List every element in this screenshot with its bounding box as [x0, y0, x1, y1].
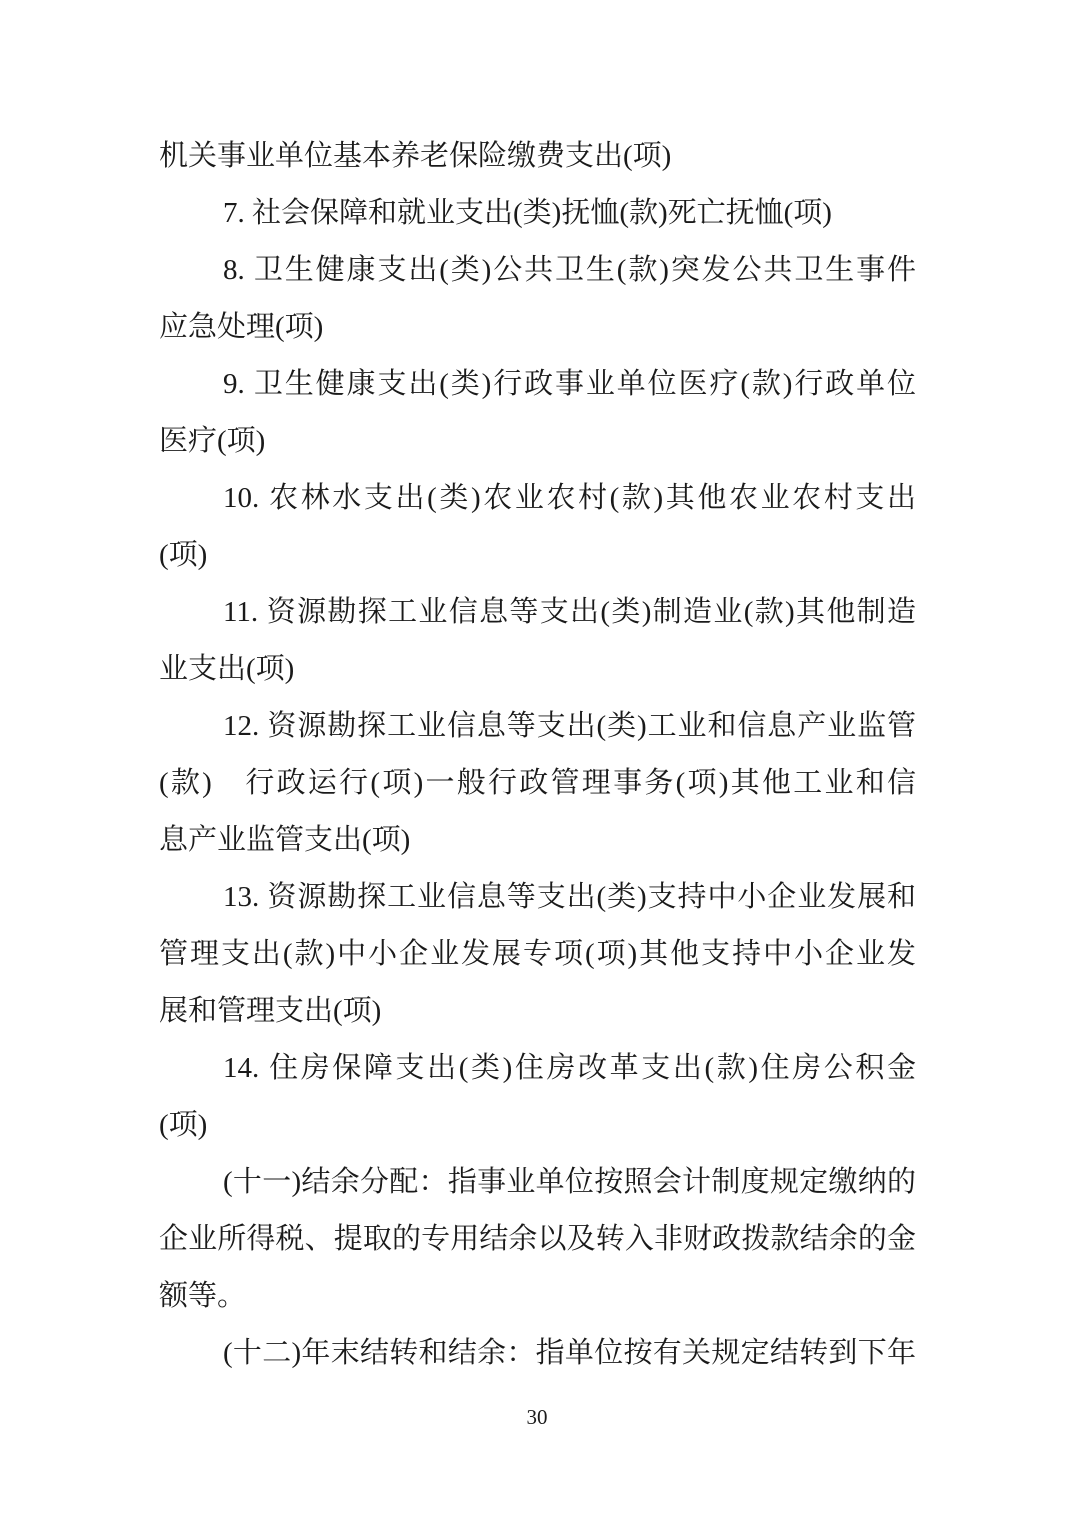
text-line: 展和管理支出(项) [159, 995, 382, 1027]
text-line: 机关事业单位基本养老保险缴费支出(项) [159, 140, 672, 172]
text-line: 12. 资源勘探工业信息等支出(类)工业和信息产业监管 [223, 710, 916, 742]
text-line: 8. 卫生健康支出(类)公共卫生(款)突发公共卫生事件 [223, 254, 916, 286]
text-line: 企业所得税、提取的专用结余以及转入非财政拨款结余的金 [159, 1223, 916, 1255]
text-line: 14. 住房保障支出(类)住房改革支出(款)住房公积金 [223, 1052, 916, 1084]
text-line: (十二)年末结转和结余：指单位按有关规定结转到下年 [223, 1337, 916, 1369]
text-line: 11. 资源勘探工业信息等支出(类)制造业(款)其他制造 [223, 596, 916, 628]
document-body [159, 128, 916, 1382]
text-line: 管理支出(款)中小企业发展专项(项)其他支持中小企业发 [159, 938, 916, 970]
text-line: (十一)结余分配：指事业单位按照会计制度规定缴纳的 [223, 1166, 916, 1198]
text-line: 7. 社会保障和就业支出(类)抚恤(款)死亡抚恤(项) [223, 197, 832, 229]
text-line: 10. 农林水支出(类)农业农村(款)其他农业农村支出 [223, 482, 916, 514]
page-number: 30 [526, 1405, 548, 1429]
text-line: 13. 资源勘探工业信息等支出(类)支持中小企业发展和 [223, 881, 916, 913]
text-line: (款) 行政运行(项)一般行政管理事务(项)其他工业和信 [159, 767, 916, 799]
text-line: 业支出(项) [159, 653, 295, 685]
text-line: 应急处理(项) [159, 311, 324, 343]
text-line: 9. 卫生健康支出(类)行政事业单位医疗(款)行政单位 [223, 368, 916, 400]
text-line: 医疗(项) [159, 425, 266, 457]
text-line: (项) [159, 539, 208, 571]
text-line: (项) [159, 1109, 208, 1141]
text-line: 额等。 [159, 1280, 247, 1312]
text-line: 息产业监管支出(项) [159, 824, 411, 856]
